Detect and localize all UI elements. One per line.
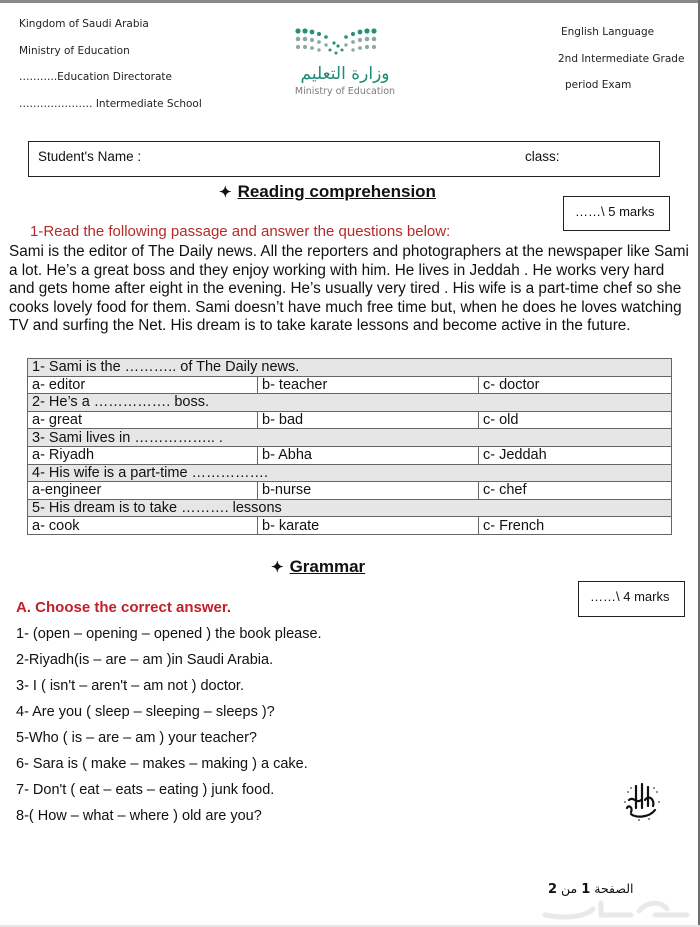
question-text: 5- His dream is to take ………. lessons (28, 499, 672, 517)
page-of: من (561, 881, 578, 896)
question-text: 3- Sami lives in …………….. . (28, 429, 672, 447)
reading-instruction: 1-Read the following passage and answer the questions below: (30, 223, 451, 240)
grammar-item: 3- I ( isn't – aren't – am not ) doctor. (16, 678, 244, 694)
header-left-block (19, 18, 202, 124)
options-row (28, 446, 672, 464)
kingdom-label: Kingdom of Saudi Arabia (19, 18, 149, 30)
student-info-box[interactable] (28, 141, 660, 177)
haraj-watermark-icon (535, 895, 695, 921)
page-current: 1 (581, 882, 591, 897)
option-b[interactable]: b- bad (258, 411, 479, 429)
option-a[interactable]: a-engineer (28, 482, 258, 500)
question-text: 1- Sami is the ……….. of The Daily news. (28, 359, 672, 377)
grammar-item: 7- Don't ( eat – eats – eating ) junk food. (16, 782, 275, 798)
option-a[interactable]: a- editor (28, 376, 258, 394)
question-row (28, 394, 672, 412)
option-b[interactable]: b- teacher (258, 376, 479, 394)
page-top-border (0, 0, 700, 3)
option-b[interactable]: b-nurse (258, 482, 479, 500)
logo-english-text: Ministry of Education (294, 86, 396, 97)
grammar-item: 5-Who ( is – are – am ) your teacher? (16, 730, 257, 746)
question-row (28, 359, 672, 377)
student-name-label: Student's Name : (38, 149, 142, 164)
grammar-items-list (16, 626, 322, 834)
grammar-instruction: A. Choose the correct answer. (16, 599, 232, 616)
reading-section-title (219, 182, 436, 202)
grammar-section-title (271, 557, 365, 577)
subject-label: English Language (561, 26, 655, 38)
exam-label: period Exam (565, 79, 632, 91)
grammar-marks-box: ……\ 4 marks (578, 581, 685, 617)
grade-label: 2nd Intermediate Grade (558, 52, 685, 65)
ministry-label: Ministry of Education (19, 44, 130, 57)
option-b[interactable]: b- karate (258, 517, 479, 535)
question-row (28, 429, 672, 447)
class-label: class: (525, 149, 560, 164)
page-total: 2 (548, 882, 558, 897)
grammar-item: 2-Riyadh(is – are – am )in Saudi Arabia. (16, 652, 274, 668)
grammar-item: 8-( How – what – where ) old are you? (16, 808, 262, 824)
bismillah-calligraphy-icon (619, 778, 665, 824)
question-row (28, 499, 672, 517)
logo-arabic-text: وزارة التعليم (300, 64, 390, 84)
options-row (28, 411, 672, 429)
school-label: ………………… Intermediate School (19, 97, 202, 110)
reading-title-text: Reading comprehension (237, 182, 436, 201)
question-row (28, 464, 672, 482)
option-c[interactable]: c- doctor (479, 376, 672, 394)
grammar-item: 1- (open – opening – opened ) the book please. (16, 626, 322, 642)
reading-marks-box: ……\ 5 marks (563, 196, 670, 231)
grammar-title-text: Grammar (289, 557, 366, 576)
grammar-item: 6- Sara is ( make – makes – making ) a cake. (16, 756, 308, 772)
options-row (28, 517, 672, 535)
option-c[interactable]: c- French (479, 517, 672, 535)
reading-passage: Sami is the editor of The Daily news. All the reporters and photographers at the newspaper like Sami a lot. He’s a great boss and they enjoy working with him. He lives in Jeddah . He works very hard and gets home after eight in the evening. He’s usually very tired . His wife is a part-time chef so she cooks lovely food for them. Sami doesn’t have much free time but, when he does he loves watching TV and surfing the Net. His dream is to take karate lessons and become active in the future. (9, 243, 689, 334)
options-row (28, 482, 672, 500)
page-prefix: الصفحة (594, 881, 634, 896)
option-c[interactable]: c- chef (479, 482, 672, 500)
directorate-label: ………..Education Directorate (19, 71, 172, 83)
option-a[interactable]: a- Riyadh (28, 446, 258, 464)
option-a[interactable]: a- great (28, 411, 258, 429)
options-row (28, 376, 672, 394)
option-a[interactable]: a- cook (28, 517, 258, 535)
question-text: 4- His wife is a part-time ……………. (28, 464, 672, 482)
option-c[interactable]: c- old (479, 411, 672, 429)
star-bullet-icon: ✦ (219, 184, 232, 201)
header-right-block (558, 26, 684, 106)
star-bullet-icon: ✦ (271, 559, 284, 576)
question-text: 2- He’s a ……………. boss. (28, 394, 672, 412)
reading-questions-table (27, 358, 672, 535)
grammar-item: 4- Are you ( sleep – sleeping – sleeps )? (16, 704, 275, 720)
option-c[interactable]: c- Jeddah (479, 446, 672, 464)
option-b[interactable]: b- Abha (258, 446, 479, 464)
